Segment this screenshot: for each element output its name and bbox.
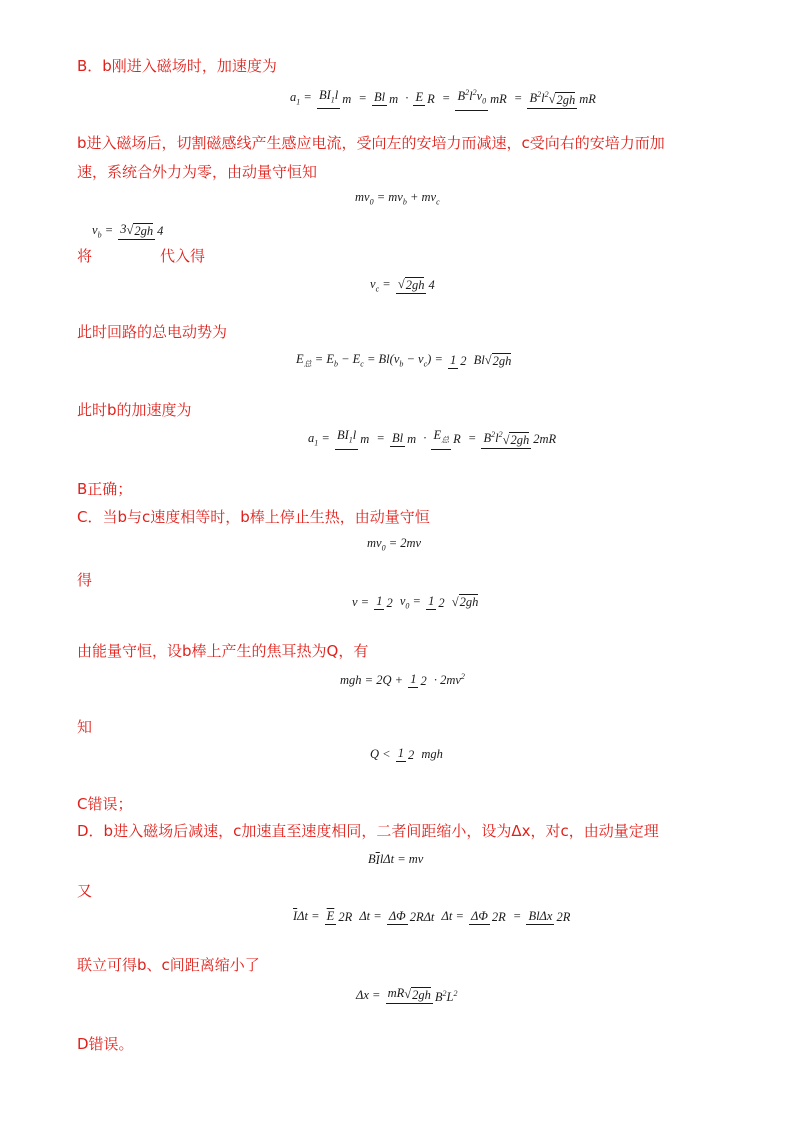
equation-momentum-theorem: $B\overline{I}l\Delta t$ = mv (368, 852, 424, 867)
text-line: 由能量守恒，设b棒上产生的焦耳热为Q，有 (77, 642, 369, 660)
text-line: 此时b的加速度为 (77, 401, 192, 419)
text-line: 此时回路的总电动势为 (77, 323, 228, 341)
text-line: 知 (77, 718, 93, 736)
text-line: B．b刚进入磁场时，加速度为 (77, 57, 277, 75)
text-line: C．当b与c速度相等时，b棒上停止生热，由动量守恒 (77, 508, 430, 526)
text-line: 代入得 (160, 247, 206, 265)
text-line: 联立可得b、c间距离缩小了 (77, 956, 260, 974)
equation-charge: $\overline{I}\Delta t = \overline{E}$ 2R Δt = ΔΦ 2RΔt Δt = ΔΦ 2R = BlΔx 2R (293, 908, 571, 925)
equation-acceleration-b: $a_1 = BI_1l$ m = Bl $m \cdot E_总$ $R = B^2l^2$ √ 2gh 2mR (308, 428, 560, 450)
equation-total-emf: $E_总 = E_b - E_c = Bl(v_b - v_c) = 1$ 2 Bl √ 2gh (296, 352, 511, 370)
equation-common-velocity: $mv_0 = 2mv$ (367, 536, 422, 553)
text-line: 得 (77, 571, 93, 589)
equation-vc: $v_c$ = √ 2gh 4 (370, 276, 439, 294)
equation-momentum-conservation: $mv_0 = mv_b + mv_c$ (355, 190, 440, 207)
equation-v: v = 1 2 $v_0 = 1$ 2 √ 2gh (352, 594, 478, 611)
text-line: D错误。 (77, 1035, 134, 1053)
text-line: 又 (77, 882, 93, 900)
equation-heat-bound: Q < 1 2 mgh (370, 746, 443, 762)
text-line: C错误； (77, 795, 133, 813)
text-line: B正确； (77, 480, 133, 498)
text-line: 速，系统合外力为零，由动量守恒知 (77, 163, 318, 181)
equation-energy: mgh = 2Q + 1 $2 \cdot 2mv^2$ (340, 672, 465, 688)
text-line: D．b进入磁场后减速，c加速直至速度相同，二者间距缩小，设为Δx，对c，由动量定理 (77, 822, 659, 840)
text-line: b进入磁场后，切割磁感线产生感应电流，受向左的安培力而减速，c受向右的安培力而加 (77, 134, 665, 152)
equation-delta-x: Δx = mR √ 2gh $B^2L^2$ (356, 986, 461, 1004)
equation-acceleration-entry: $a_1 = BI_1l$ m = Bl m · E $R = B^2l^2v_0$ mR = $B^2l^2$ √ 2gh mR (290, 86, 600, 111)
equation-vb: $v_b = 3$ √ 2gh 4 (92, 222, 167, 240)
text-line: 将 (77, 247, 93, 265)
